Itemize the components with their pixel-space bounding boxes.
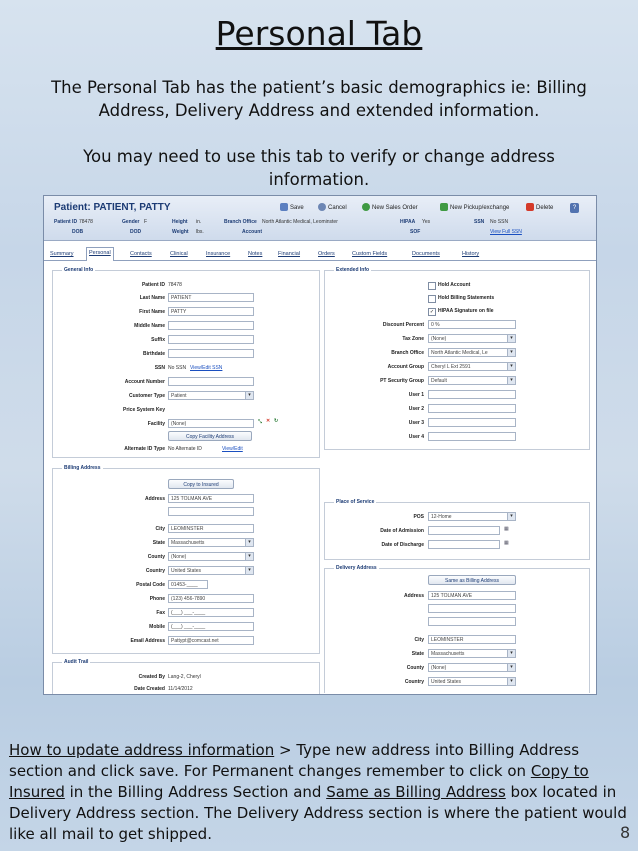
facility-label: Facility	[147, 421, 165, 427]
tab-documents[interactable]: Documents	[412, 251, 440, 257]
calendar-icon[interactable]: ▦	[504, 540, 509, 546]
suffix-input[interactable]	[168, 335, 254, 344]
fax-label: Fax	[156, 610, 165, 616]
header-dod-label: DOD	[130, 229, 142, 235]
delete-button[interactable]: Delete	[526, 203, 553, 213]
delivery-county-label: County	[406, 665, 424, 671]
header-height: in.	[196, 219, 202, 225]
user1-label: User 1	[408, 392, 424, 398]
user1-input[interactable]	[428, 390, 516, 399]
audit-trail-title: Audit Trail	[64, 659, 89, 665]
tab-orders[interactable]: Orders	[318, 251, 335, 257]
delivery-country-label: Country	[404, 679, 424, 685]
hipaa-signature-checkbox[interactable]: ✓	[429, 309, 435, 315]
chevron-down-icon: ▾	[245, 392, 253, 399]
branch-office-select[interactable]: North Atlantic Medical, Le ▾	[428, 348, 516, 357]
postal-code-label: Postal Code	[136, 582, 165, 588]
account-group-label: Account Group	[387, 364, 424, 370]
refresh-icon[interactable]: ↻	[274, 418, 279, 424]
hold-billing-label: Hold Billing Statements	[438, 295, 495, 301]
tab-summary[interactable]: Summary	[50, 251, 74, 257]
header-branch: North Atlantic Medical, Leominster	[262, 219, 338, 225]
price-system-key-label: Price System Key	[123, 407, 165, 413]
hold-billing-checkbox[interactable]	[428, 295, 436, 303]
hipaa-signature-label: HIPAA Signature on file	[438, 308, 494, 314]
billing-state-select[interactable]: Massachusetts ▾	[168, 538, 254, 547]
general-info-title: General Info	[64, 267, 94, 273]
chevron-down-icon: ▾	[507, 513, 515, 520]
tab-history[interactable]: History	[462, 251, 480, 257]
chevron-down-icon: ▾	[245, 553, 253, 560]
new-sales-order-button[interactable]: New Sales Order	[362, 203, 418, 213]
chevron-down-icon: ▾	[507, 678, 515, 685]
middle-name-input[interactable]	[168, 321, 254, 330]
chevron-down-icon: ▾	[507, 664, 515, 671]
header-height-label: Height	[172, 219, 188, 225]
suffix-label: Suffix	[151, 337, 165, 343]
phone-label: Phone	[149, 596, 165, 602]
postal-code-input[interactable]: 01453-____	[168, 580, 208, 589]
delivery-country-select[interactable]: United States ▾	[428, 677, 516, 686]
tab-contacts[interactable]: Contacts	[130, 251, 152, 257]
pos-label: POS	[413, 514, 424, 520]
alternate-id-edit-link[interactable]: View/Edit	[222, 446, 243, 452]
header-gender-label: Gender	[122, 219, 140, 225]
account-number-input[interactable]	[168, 377, 254, 386]
save-button[interactable]: Save	[280, 203, 304, 213]
delivery-city-label: City	[414, 637, 424, 643]
intro-paragraph: The Personal Tab has the patient’s basic demographics ie: Billing Address, Delivery Address and extended information.	[51, 78, 587, 120]
header-patient-id-label: Patient ID	[54, 219, 78, 225]
chevron-down-icon: ▾	[507, 335, 515, 342]
patient-id-label: Patient ID	[141, 282, 165, 288]
discharge-date-input[interactable]	[428, 540, 500, 549]
birthdate-input[interactable]	[168, 349, 254, 358]
user2-label: User 2	[408, 406, 424, 412]
admission-date-input[interactable]	[428, 526, 500, 535]
last-name-input[interactable]: PATIENT	[168, 293, 254, 302]
billing-country-select[interactable]: United States ▾	[168, 566, 254, 575]
created-by-label: Created By	[138, 674, 165, 680]
intro-note: You may need to use this tab to verify or change address information.	[83, 147, 555, 189]
facility-lookup-icon[interactable]: ⤡	[258, 419, 263, 425]
chevron-down-icon: ▾	[245, 567, 253, 574]
tax-zone-label: Tax Zone	[402, 336, 424, 342]
tab-notes[interactable]: Notes	[248, 251, 263, 257]
header-account-label: Account	[242, 229, 262, 235]
calendar-icon[interactable]: ▦	[504, 526, 509, 532]
page-number: 8	[620, 823, 631, 842]
email-input[interactable]: Pattypt@comcast.net	[168, 636, 254, 645]
header-ssn-label: SSN	[474, 219, 485, 225]
add-icon	[362, 203, 370, 211]
billing-address-label: Address	[144, 496, 165, 502]
header-ssn: No SSN	[490, 219, 509, 225]
billing-city-label: City	[155, 526, 165, 532]
delivery-state-select[interactable]: Massachusetts ▾	[428, 649, 516, 658]
discount-label: Discount Percent	[382, 322, 424, 328]
chevron-down-icon: ▾	[507, 650, 515, 657]
delivery-county-select[interactable]: (None) ▾	[428, 663, 516, 672]
account-number-label: Account Number	[124, 379, 165, 385]
billing-county-select[interactable]: (None) ▾	[168, 552, 254, 561]
cancel-button[interactable]: Cancel	[318, 203, 347, 213]
pt-security-select[interactable]: Default ▾	[428, 376, 516, 385]
alternate-id-value: No Alternate ID	[168, 446, 202, 452]
billing-address-title: Billing Address	[64, 465, 101, 471]
patient-header	[44, 196, 596, 241]
alternate-id-label: Alternate ID Type	[124, 446, 165, 452]
chevron-down-icon: ▾	[507, 363, 515, 370]
header-gender: F	[144, 219, 148, 225]
email-label: Email Address	[130, 638, 165, 644]
delivery-address-label: Address	[403, 593, 424, 599]
discharge-label: Date of Discharge	[381, 542, 424, 548]
ssn-value: No SSN	[168, 365, 187, 371]
billing-city-input[interactable]: LEOMINSTER	[168, 524, 254, 533]
customer-type-label: Customer Type	[128, 393, 165, 399]
copy-to-insured-button[interactable]: Copy to Insured	[168, 479, 234, 489]
admission-label: Date of Admission	[380, 528, 424, 534]
delete-icon	[526, 203, 534, 211]
branch-office-label: Branch Office	[391, 350, 424, 356]
app-screenshot	[43, 195, 597, 695]
tab-custom-fields[interactable]: Custom Fields	[352, 251, 388, 257]
instructions-part-2: in the Billing Address Section and	[64, 783, 327, 801]
tab-clinical[interactable]: Clinical	[170, 251, 188, 257]
view-edit-ssn-link[interactable]: View/Edit SSN	[190, 365, 223, 371]
header-hipaa: Yes	[422, 219, 431, 225]
delivery-address-line3[interactable]	[428, 617, 516, 626]
header-branch-label: Branch Office	[224, 219, 257, 225]
billing-state-label: State	[152, 540, 165, 546]
help-button[interactable]: ?	[570, 203, 579, 213]
discount-input[interactable]: 0 %	[428, 320, 516, 329]
instructions-part-3: box located in Delivery Address section. The Delivery Address section is where the patient would like all mail to get shipped.	[9, 783, 627, 843]
same-as-billing-button[interactable]: Same as Billing Address	[428, 575, 516, 585]
cancel-icon	[318, 203, 326, 211]
user3-input[interactable]	[428, 418, 516, 427]
hold-account-label: Hold Account	[438, 282, 471, 288]
patient-title: Patient: PATIENT, PATTY	[54, 202, 171, 213]
billing-county-label: County	[147, 554, 165, 560]
ssn-label: SSN	[154, 365, 165, 371]
patient-id-value: 78478	[168, 282, 182, 288]
header-weight-label: Weight	[172, 229, 189, 235]
hold-account-checkbox[interactable]	[428, 282, 436, 290]
first-name-label: First Name	[139, 309, 165, 315]
place-of-service-title: Place of Service	[336, 499, 375, 505]
phone-input[interactable]: (123) 456-7890	[168, 594, 254, 603]
account-group-select[interactable]: Cheryl L Ext 2591 ▾	[428, 362, 516, 371]
instructions-heading: How to update address information	[9, 741, 275, 759]
exchange-icon	[440, 203, 448, 211]
new-pickup-button[interactable]: New Pickup/exchange	[440, 203, 509, 213]
header-hipaa-label: HIPAA	[400, 219, 416, 225]
tax-zone-select[interactable]: (None) ▾	[428, 334, 516, 343]
first-name-input[interactable]: PATTY	[168, 307, 254, 316]
view-full-ssn-link[interactable]: View Full SSN	[490, 229, 522, 235]
billing-address-line1[interactable]: 125 TOLMAN AVE	[168, 494, 254, 503]
delivery-address-title: Delivery Address	[336, 565, 377, 571]
mobile-input[interactable]: (___) ___-____	[168, 622, 254, 631]
customer-type-select[interactable]: Patient ▾	[168, 391, 254, 400]
copy-facility-address-button[interactable]: Copy Facility Address	[168, 431, 252, 441]
user3-label: User 3	[408, 420, 424, 426]
delivery-address-line2[interactable]	[428, 604, 516, 613]
extended-info-title: Extended Info	[336, 267, 370, 273]
header-patient-id: 78478	[79, 219, 93, 225]
user2-input[interactable]	[428, 404, 516, 413]
tab-bar	[44, 246, 596, 261]
instructions-text	[9, 740, 627, 845]
billing-address-line2[interactable]	[168, 507, 254, 516]
clear-icon[interactable]: ✕	[266, 418, 271, 424]
header-weight: lbs.	[196, 229, 204, 235]
instructions-part-1: > Type new address into Billing Address section and click save. For Permanent changes remember to click on	[9, 741, 580, 780]
header-dob-label: DOB	[72, 229, 84, 235]
tab-insurance[interactable]: Insurance	[206, 251, 231, 257]
user4-input[interactable]	[428, 432, 516, 441]
pos-select[interactable]: 12-Home ▾	[428, 512, 516, 521]
created-by-value: Lang-2, Cheryl	[168, 674, 201, 680]
chevron-down-icon: ▾	[507, 349, 515, 356]
delivery-address-line1[interactable]: 125 TOLMAN AVE	[428, 591, 516, 600]
pt-security-label: PT Security Group	[380, 378, 424, 384]
user4-label: User 4	[408, 434, 424, 440]
tab-financial[interactable]: Financial	[278, 251, 301, 257]
header-sof-label: SOF	[410, 229, 421, 235]
slide-title: Personal Tab	[215, 14, 423, 53]
copy-to-insured-reference: Copy to Insured	[9, 762, 589, 801]
facility-input[interactable]: (None)	[168, 419, 254, 428]
tab-personal[interactable]: Personal	[86, 247, 114, 261]
last-name-label: Last Name	[139, 295, 165, 301]
chevron-down-icon: ▾	[245, 539, 253, 546]
middle-name-label: Middle Name	[134, 323, 165, 329]
same-as-billing-reference: Same as Billing Address	[326, 783, 506, 801]
fax-input[interactable]: (___) ___-____	[168, 608, 254, 617]
delivery-city-input[interactable]: LEOMINSTER	[428, 635, 516, 644]
delivery-state-label: State	[411, 651, 424, 657]
save-icon	[280, 203, 288, 211]
billing-country-label: Country	[145, 568, 165, 574]
date-created-label: Date Created	[134, 686, 165, 692]
chevron-down-icon: ▾	[507, 377, 515, 384]
delivery-address-section	[324, 568, 590, 693]
date-created-value: 11/14/2012	[168, 686, 193, 692]
mobile-label: Mobile	[149, 624, 165, 630]
birthdate-label: Birthdate	[143, 351, 165, 357]
